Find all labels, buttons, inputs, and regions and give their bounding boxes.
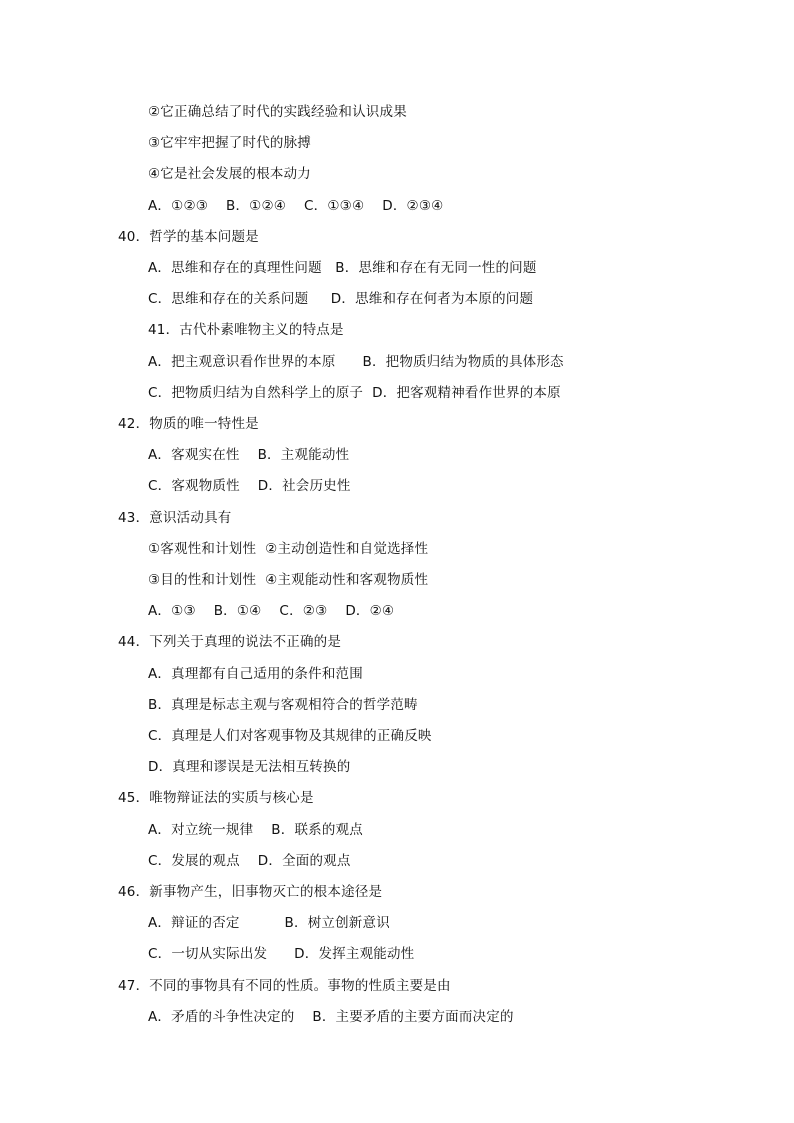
question-stem: 46．新事物产生，旧事物灭亡的根本途径是 [118, 884, 383, 900]
answer-option-line: C．思维和存在的关系问题 D．思维和存在何者为本原的问题 [148, 291, 534, 308]
question-stem: 47．不同的事物具有不同的性质。事物的性质主要是由 [118, 977, 451, 994]
answer-option-line: A．思维和存在的真理性问题 B．思维和存在有无同一性的问题 [148, 260, 537, 276]
question-stem: 44．下列关于真理的说法不正确的是 [118, 634, 342, 651]
answer-option-line: A．矛盾的斗争性决定的 B．主要矛盾的主要方面而决定的 [148, 1008, 514, 1025]
answer-option-line: ①客观性和计划性 ②主动创造性和自觉选择性 [148, 540, 429, 557]
answer-option-line: C．一切从实际出发 D．发挥主观能动性 [148, 946, 415, 963]
question-stem: 42．物质的唯一特性是 [118, 416, 259, 432]
answer-option-line: C．把物质归结为自然科学上的原子 D．把客观精神看作世界的本原 [148, 384, 561, 401]
answer-option-line: A．真理都有自己适用的条件和范围 [148, 665, 363, 682]
answer-option-line: ②它正确总结了时代的实践经验和认识成果 [148, 104, 407, 120]
answer-option-line: B．真理是标志主观与客观相符合的哲学范畴 [148, 696, 418, 713]
answer-option-line: D．真理和谬误是无法相互转换的 [148, 759, 351, 776]
answer-option-line: C．发展的观点 D．全面的观点 [148, 852, 351, 869]
answer-option-line: ③目的性和计划性 ④主观能动性和客观物质性 [148, 572, 429, 588]
question-stem: 45．唯物辩证法的实质与核心是 [118, 790, 314, 807]
answer-option-line: C．真理是人们对客观事物及其规律的正确反映 [148, 728, 432, 744]
answer-option-line: 41．古代朴素唯物主义的特点是 [148, 322, 344, 339]
question-stem: 43．意识活动具有 [118, 509, 232, 526]
answer-option-line: A．对立统一规律 B．联系的观点 [148, 821, 363, 838]
answer-option-line: A．辩证的否定 B．树立创新意识 [148, 915, 390, 932]
answer-option-line: C．客观物质性 D．社会历史性 [148, 478, 351, 495]
answer-option-line: A．客观实在性 B．主观能动性 [148, 447, 350, 464]
question-stem: 40．哲学的基本问题是 [118, 228, 259, 245]
answer-option-line: A．①③ B．①④ C．②③ D．②④ [148, 603, 395, 620]
answer-option-line: ④它是社会发展的根本动力 [148, 166, 312, 183]
answer-option-line: A．把主观意识看作世界的本原 B．把物质归结为物质的具体形态 [148, 353, 564, 370]
answer-option-line: A．①②③ B．①②④ C．①③④ D．②③④ [148, 197, 444, 214]
answer-option-line: ③它牢牢把握了时代的脉搏 [148, 135, 312, 152]
